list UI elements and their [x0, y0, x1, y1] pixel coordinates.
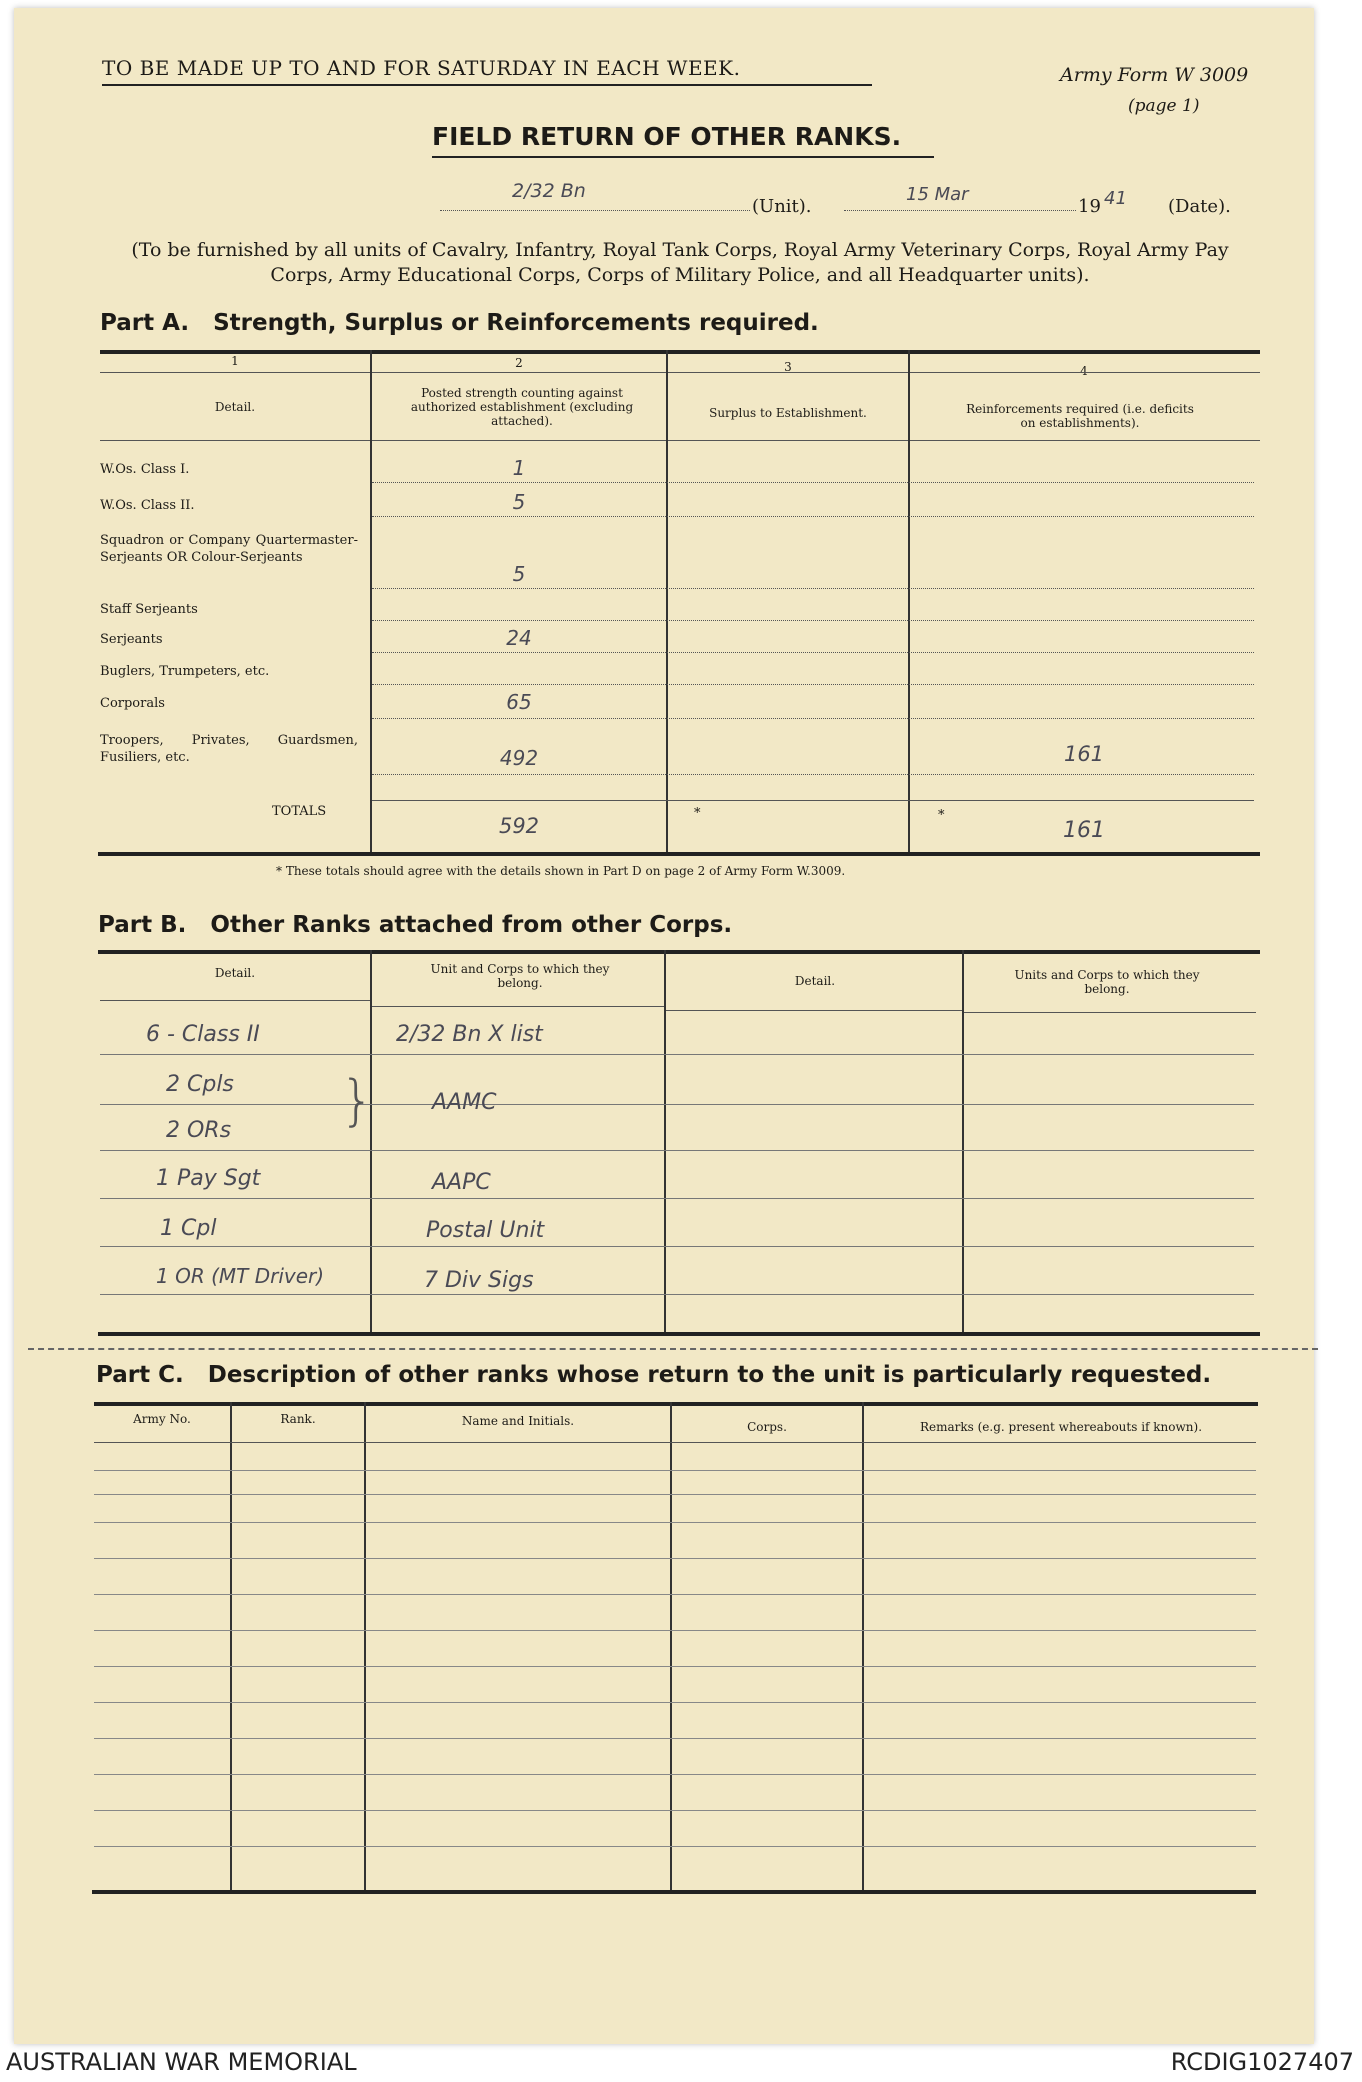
archive-caption-left: AUSTRALIAN WAR MEMORIAL	[6, 2048, 357, 2076]
part-c-title: Part C. Description of other ranks whose return to the unit is particularly requested.	[96, 1362, 1212, 1388]
total-posted: 592	[498, 814, 540, 838]
form-title: FIELD RETURN OF OTHER RANKS.	[432, 122, 902, 151]
part-b-row-line	[100, 1198, 1254, 1199]
part-b-unit-5: Postal Unit	[426, 1218, 545, 1243]
row-line	[372, 482, 1254, 483]
unit-field-line	[440, 210, 750, 211]
posted-wo2: 5	[512, 490, 526, 514]
col-number-rule	[100, 372, 1260, 373]
part-c-top-rule	[94, 1402, 1258, 1406]
part-c-vrule-3	[670, 1402, 672, 1890]
part-c-header-rank: Rank.	[280, 1412, 316, 1426]
part-c-row-line	[94, 1774, 1256, 1775]
furnish-note: (To be furnished by all units of Cavalry, Infantry, Royal Tank Corps, Royal Army Veterinary Corps, Royal Army Pay Corps, Army Educational Corps, Corps of Military Police, and all Headquarter units).	[131, 239, 1229, 286]
unit-label: (Unit).	[752, 196, 812, 217]
part-b-row-line	[100, 1246, 1254, 1247]
part-b-vrule-1	[370, 950, 372, 1332]
part-b-detail-6: 1 OR (MT Driver)	[156, 1264, 325, 1288]
part-b-unit-1: 2/32 Bn X list	[396, 1022, 543, 1047]
row-line	[372, 718, 1254, 719]
part-c-row-line	[94, 1494, 1256, 1495]
instruction-underline	[102, 84, 872, 86]
part-b-row-line	[100, 1150, 1254, 1151]
col-number-3: 3	[784, 360, 792, 374]
part-c-row-line	[94, 1666, 1256, 1667]
part-c-row-line	[94, 1810, 1256, 1811]
part-c-row-line	[94, 1522, 1256, 1523]
year-value: 41	[1104, 188, 1127, 209]
posted-cqms: 5	[512, 562, 526, 586]
part-b-unit-6: 7 Div Sigs	[424, 1268, 534, 1293]
part-a-title: Part A. Strength, Surplus or Reinforcements required.	[100, 310, 819, 336]
part-c-row-line	[94, 1594, 1256, 1595]
row-detail-serjeants: Serjeants	[100, 632, 163, 647]
part-b-row-line	[100, 1104, 1254, 1105]
part-b-row-line	[100, 1294, 1254, 1295]
posted-privates: 492	[499, 746, 539, 770]
part-b-header-detail-left: Detail.	[214, 966, 256, 980]
total-reinf-mark: *	[938, 808, 945, 823]
part-b-header-rule	[666, 1010, 962, 1011]
header-bottom-rule	[100, 440, 1260, 441]
unit-value: 2/32 Bn	[512, 180, 586, 202]
page-number: (page 1)	[1128, 96, 1200, 116]
totals-label: TOTALS	[272, 804, 327, 819]
part-c-bottom-rule	[92, 1890, 1256, 1894]
date-value: 15 Mar	[906, 184, 969, 205]
date-label: (Date).	[1168, 196, 1231, 217]
part-b-title: Part B. Other Ranks attached from other Corps.	[98, 912, 733, 938]
part-b-header-detail-right: Detail.	[794, 974, 836, 988]
title-underline	[432, 156, 934, 158]
row-detail-buglers: Buglers, Trumpeters, etc.	[100, 664, 270, 679]
perforation-line	[28, 1348, 1318, 1350]
row-line	[372, 774, 1254, 775]
row-detail-corporals: Corporals	[100, 696, 165, 711]
row-detail-cqms: Squadron or Company Quartermaster-Serjeants OR Colour-Serjeants	[100, 533, 358, 565]
form-number: Army Form W 3009	[1060, 64, 1249, 86]
col-header-detail: Detail.	[214, 400, 256, 414]
part-c-row-line	[94, 1846, 1256, 1847]
part-a-vrule-1	[370, 350, 372, 852]
part-a-bottom-rule	[98, 852, 1260, 856]
part-c-header-corps: Corps.	[747, 1420, 787, 1434]
part-b-detail-4: 1 Pay Sgt	[156, 1166, 261, 1191]
part-b-detail-5: 1 Cpl	[160, 1216, 217, 1241]
bracket-mark: }	[340, 1069, 375, 1132]
part-b-header-unit-right: Units and Corps to which they belong.	[1014, 968, 1200, 996]
part-b-detail-3: 2 ORs	[166, 1118, 232, 1143]
col-header-reinforcements: Reinforcements required (i.e. deficits on establishments).	[966, 402, 1194, 430]
part-b-unit-4: AAPC	[432, 1170, 491, 1195]
row-detail-wo1: W.Os. Class I.	[100, 462, 190, 477]
part-a-footnote: * These totals should agree with the details shown in Part D on page 2 of Army Form W.3009.	[276, 864, 846, 878]
row-line	[372, 516, 1254, 517]
totals-rule	[372, 800, 1254, 801]
part-c-vrule-1	[230, 1402, 232, 1890]
col-number-1: 1	[231, 354, 239, 368]
part-b-header-rule	[100, 1000, 370, 1001]
total-reinf: 161	[1063, 818, 1105, 843]
col-header-surplus: Surplus to Establishment.	[709, 406, 867, 420]
part-c-row-line	[94, 1738, 1256, 1739]
row-line	[372, 652, 1254, 653]
part-c-header-rule	[94, 1442, 1256, 1443]
part-c-vrule-4	[862, 1402, 864, 1890]
col-number-4: 4	[1080, 364, 1088, 378]
part-c-row-line	[94, 1558, 1256, 1559]
part-c-header-army-no: Army No.	[133, 1412, 191, 1426]
part-b-vrule-2	[664, 950, 666, 1332]
posted-serjeants: 24	[506, 626, 532, 650]
part-b-top-rule	[98, 950, 1260, 954]
archive-caption-right: RCDIG1027407	[1170, 2048, 1354, 2076]
date-field-line	[844, 210, 1076, 211]
part-c-header-name: Name and Initials.	[461, 1414, 575, 1428]
row-detail-wo2: W.Os. Class II.	[100, 498, 195, 513]
part-b-header-rule	[964, 1012, 1256, 1013]
part-c-row-line	[94, 1702, 1256, 1703]
part-a-vrule-3	[908, 350, 910, 852]
part-b-bottom-rule	[98, 1332, 1260, 1336]
row-detail-staff-serjeants: Staff Serjeants	[100, 602, 198, 617]
part-b-unit-2: AAMC	[432, 1090, 497, 1115]
part-b-detail-2: 2 Cpls	[166, 1072, 234, 1097]
part-b-vrule-3	[962, 950, 964, 1332]
part-c-row-line	[94, 1470, 1256, 1471]
part-a-vrule-2	[666, 350, 668, 852]
part-b-header-unit-left: Unit and Corps to which they belong.	[430, 962, 610, 990]
row-line	[372, 620, 1254, 621]
part-b-detail-1: 6 - Class II	[146, 1022, 260, 1047]
row-line	[372, 684, 1254, 685]
row-detail-privates: Troopers, Privates, Guardsmen, Fusiliers, etc.	[100, 733, 358, 765]
col-number-2: 2	[515, 356, 523, 370]
part-c-header-remarks: Remarks (e.g. present whereabouts if known).	[919, 1420, 1203, 1434]
part-c-row-line	[94, 1630, 1256, 1631]
weekly-instruction: TO BE MADE UP TO AND FOR SATURDAY IN EACH WEEK.	[102, 56, 741, 80]
reinf-privates: 161	[1063, 742, 1105, 766]
year-prefix: 19	[1078, 196, 1101, 217]
posted-wo1: 1	[512, 456, 526, 480]
posted-corporals: 65	[506, 690, 532, 714]
part-b-header-rule	[372, 1006, 664, 1007]
row-line	[372, 588, 1254, 589]
total-surplus-mark: *	[694, 806, 701, 821]
part-c-vrule-2	[364, 1402, 366, 1890]
part-b-row-line	[100, 1054, 1254, 1055]
col-header-posted: Posted strength counting against authorized establishment (excluding attached).	[410, 386, 634, 428]
